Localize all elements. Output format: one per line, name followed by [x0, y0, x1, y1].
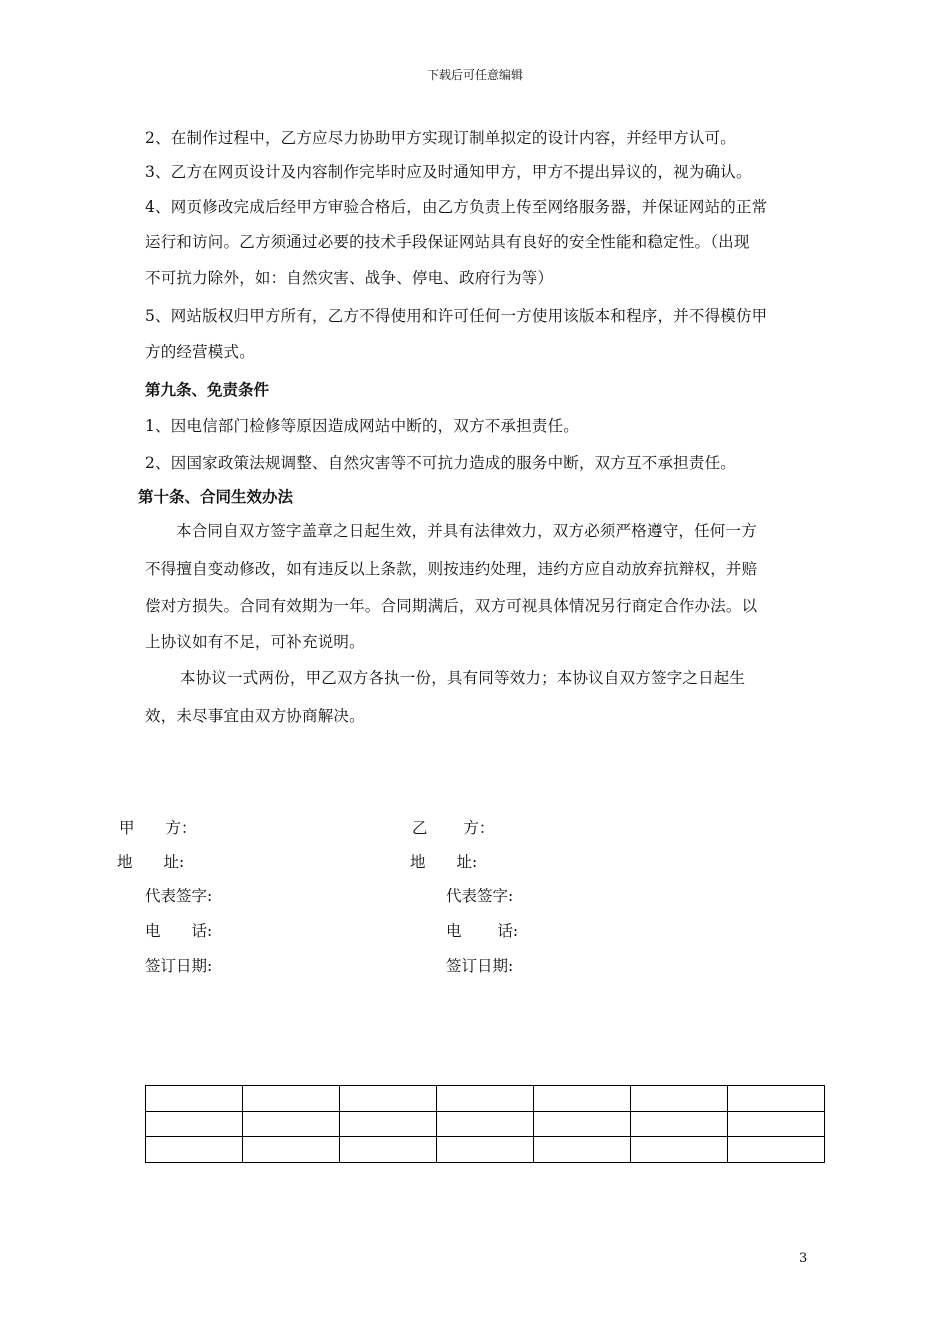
party-b-address-label: 地 址: [410, 853, 478, 871]
table-cell [146, 1086, 243, 1112]
clause-10-para-1-line-1: 本合同自双方签字盖章之日起生效，并具有法律效力，双方必须严格遵守，任何一方 [176, 522, 757, 540]
table-cell [243, 1111, 340, 1137]
article-10-heading: 第十条、合同生效办法 [138, 488, 294, 506]
table-cell [437, 1086, 534, 1112]
table-cell [534, 1137, 631, 1163]
clause-8-item-2: 2、在制作过程中，乙方应尽力协助甲方实现订制单拟定的设计内容，并经甲方认可。 [145, 129, 736, 147]
table-cell [437, 1111, 534, 1137]
page-header: 下载后可任意编辑 [426, 68, 523, 82]
table-cell [631, 1111, 728, 1137]
party-a-address-label: 地 址: [117, 853, 185, 871]
table-row [146, 1111, 825, 1137]
table-cell [146, 1137, 243, 1163]
table-cell [437, 1137, 534, 1163]
party-a-representative-label: 代表签字: [145, 887, 213, 905]
clause-10-para-1-line-2: 不得擅自变动修改，如有违反以上条款，则按违约处理，违约方应自动放弃抗辩权，并赔 [145, 560, 758, 578]
table-cell [146, 1111, 243, 1137]
clause-10-para-1-line-3: 偿对方损失。合同有效期为一年。合同期满后，双方可视具体情况另行商定合作办法。以 [145, 597, 758, 615]
clause-8-item-5: 5、网站版权归甲方所有，乙方不得使用和许可任何一方使用该版本和程序，并不得模仿甲 [145, 307, 768, 325]
party-b-date-label: 签订日期: [446, 957, 514, 975]
blank-table [145, 1085, 825, 1163]
clause-9-item-2: 2、因国家政策法规调整、自然灾害等不可抗力造成的服务中断，双方互不承担责任。 [145, 454, 736, 472]
table-cell [534, 1086, 631, 1112]
page-number: 3 [799, 1251, 808, 1266]
clause-10-para-1-line-4: 上协议如有不足，可补充说明。 [145, 633, 365, 651]
party-a-phone-label: 电 话: [145, 922, 213, 940]
table-cell [728, 1137, 825, 1163]
table-cell [340, 1086, 437, 1112]
table-cell [631, 1137, 728, 1163]
table-row [146, 1086, 825, 1112]
table-cell [728, 1111, 825, 1137]
table-cell [631, 1086, 728, 1112]
clause-9-item-1: 1、因电信部门检修等原因造成网站中断的，双方不承担责任。 [145, 417, 579, 435]
party-a-label: 甲 方： [119, 819, 197, 837]
table-cell [243, 1086, 340, 1112]
clause-8-item-5-cont: 方的经营模式。 [145, 343, 255, 361]
table-cell [340, 1137, 437, 1163]
clause-8-item-3: 3、乙方在网页设计及内容制作完毕时应及时通知甲方，甲方不提出异议的，视为确认。 [145, 163, 752, 181]
table-cell [243, 1137, 340, 1163]
party-a-date-label: 签订日期: [145, 957, 213, 975]
clause-10-para-2-line-1: 本协议一式两份，甲乙双方各执一份，具有同等效力；本协议自双方签字之日起生 [180, 669, 746, 687]
party-b-phone-label: 电 话: [446, 922, 519, 940]
party-b-label: 乙 方： [412, 819, 495, 837]
clause-8-item-4-cont-2: 不可抗力除外，如：自然灾害、战争、停电、政府行为等） [145, 269, 554, 287]
table-row [146, 1137, 825, 1163]
article-9-heading: 第九条、免责条件 [145, 381, 270, 399]
clause-8-item-4: 4、网页修改完成后经甲方审验合格后，由乙方负责上传至网络服务器，并保证网站的正常 [145, 198, 768, 216]
clause-10-para-2-line-2: 效，未尽事宜由双方协商解决。 [145, 707, 365, 725]
party-b-representative-label: 代表签字: [446, 887, 514, 905]
table-cell [340, 1111, 437, 1137]
table-cell [728, 1086, 825, 1112]
clause-8-item-4-cont-1: 运行和访问。乙方须通过必要的技术手段保证网站具有良好的安全性能和稳定性。（出现 [145, 233, 750, 251]
table-cell [534, 1111, 631, 1137]
